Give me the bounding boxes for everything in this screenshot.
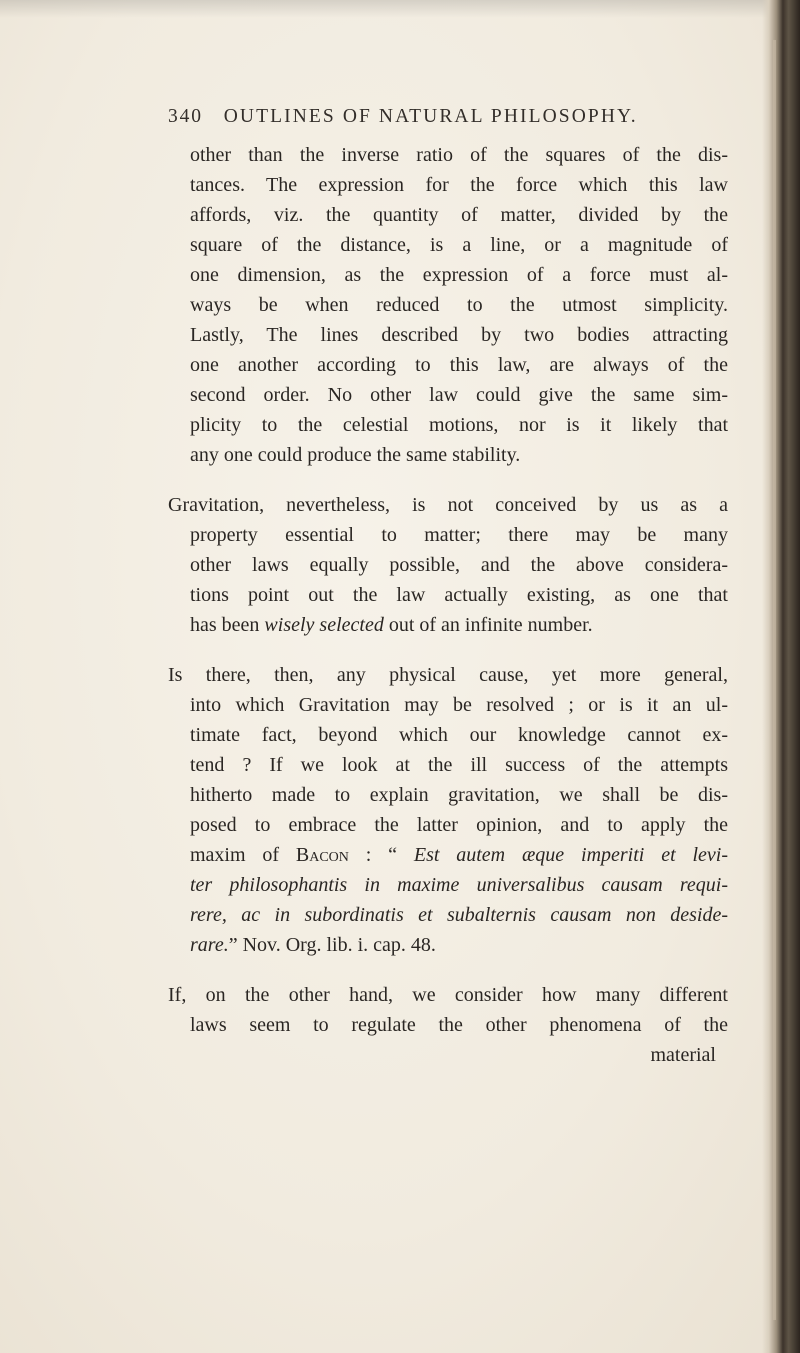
- text-line: one dimension, as the expression of a force must al-: [190, 264, 728, 286]
- running-title: OUTLINES OF NATURAL PHILOSOPHY.: [223, 106, 638, 127]
- catchword: material: [650, 1044, 716, 1066]
- quote-line: [168, 840, 728, 870]
- page-number: 340: [168, 106, 203, 127]
- text-line: timate fact, beyond which our knowledge cannot ex-: [190, 724, 728, 746]
- italic-emphasis: wisely selected: [264, 614, 384, 636]
- text-run: : “: [348, 844, 414, 866]
- text-line: other than the inverse ratio of the squares of the dis-: [190, 144, 728, 166]
- text-run: maxim of: [190, 844, 296, 866]
- latin-quote: rare.: [190, 934, 229, 956]
- page-header: [168, 106, 728, 140]
- text-line: hitherto made to explain gravitation, we shall be dis-: [190, 784, 728, 806]
- text-line: Gravitation, nevertheless, is not conceived by us as a: [168, 494, 728, 516]
- book-binding-edge: [762, 0, 800, 1353]
- quote-citation-line: [168, 930, 728, 960]
- text-line: square of the distance, is a line, or a magnitude of: [190, 234, 728, 256]
- latin-quote: Est autem æque imperiti et levi-: [413, 844, 728, 866]
- body-text: [168, 140, 728, 1090]
- text-line: tions point out the law actually existing, as one that: [190, 584, 728, 606]
- latin-quote-line: ter philosophantis in maxime universalibus causam requi-: [190, 874, 728, 896]
- binding-edge-highlight: [773, 40, 776, 1320]
- quoted-author: Bacon: [295, 844, 349, 866]
- text-line: tend ? If we look at the ill success of the attempts: [190, 754, 728, 776]
- text-line: other laws equally possible, and the above considera-: [190, 554, 728, 576]
- text-line: one another according to this law, are always of the: [190, 354, 728, 376]
- text-run: has been: [190, 614, 265, 636]
- text-line: affords, viz. the quantity of matter, divided by the: [190, 204, 728, 226]
- text-line: laws seem to regulate the other phenomena of the: [190, 1014, 728, 1036]
- text-line: any one could produce the same stability.: [190, 444, 521, 466]
- text-line: second order. No other law could give the same sim-: [190, 384, 728, 406]
- page-top-shadow: [0, 0, 800, 18]
- text-line-with-italic: [168, 610, 728, 640]
- text-line: plicity to the celestial motions, nor is it likely that: [190, 414, 728, 436]
- text-line: property essential to matter; there may be many: [190, 524, 728, 546]
- text-run: out of an infinite number.: [383, 614, 593, 636]
- latin-quote-line: rere, ac in subordinatis et subalternis causam non deside-: [190, 904, 728, 926]
- text-line: ways be when reduced to the utmost simplicity.: [190, 294, 728, 316]
- text-line: Is there, then, any physical cause, yet more general,: [168, 664, 728, 686]
- text-line: into which Gravitation may be resolved ; or is it an ul-: [190, 694, 728, 716]
- citation: ” Nov. Org. lib. i. cap. 48.: [228, 934, 436, 956]
- paragraph-3: [168, 660, 728, 960]
- text-line: posed to embrace the latter opinion, and to apply the: [190, 814, 728, 836]
- text-line: Lastly, The lines described by two bodies attracting: [190, 324, 728, 346]
- text-line: tances. The expression for the force which this law: [190, 174, 728, 196]
- text-line: If, on the other hand, we consider how many different: [168, 984, 728, 1006]
- paragraph-2: [168, 490, 728, 640]
- paragraph-1: [168, 140, 728, 470]
- paragraph-4: [168, 980, 728, 1070]
